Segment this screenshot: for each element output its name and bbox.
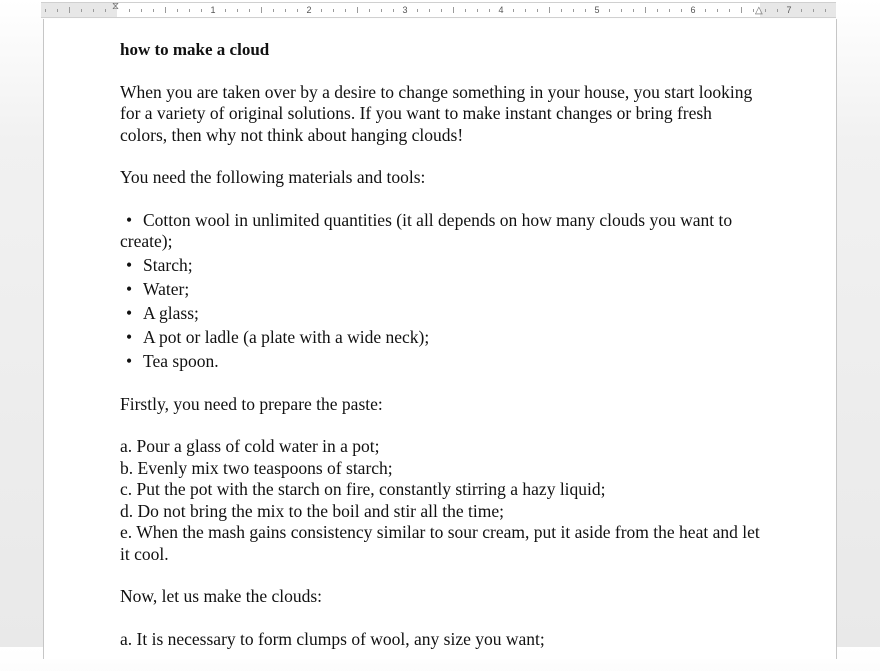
ruler-tick xyxy=(813,9,814,12)
ruler-number-3: 3 xyxy=(402,5,408,15)
ruler-tick xyxy=(93,9,94,12)
bullet-icon: • xyxy=(126,351,133,371)
ruler-tick xyxy=(453,7,454,13)
paste-step: a. Pour a glass of cold water in a pot; xyxy=(120,436,380,456)
intro-paragraph: When you are taken over by a desire to change something in your house, you start looking for a variety of original solutions. If you want to make instant changes or bring fresh colors, then why not think about hanging clouds! xyxy=(120,81,753,145)
ruler-tick xyxy=(141,9,142,12)
ruler-tick xyxy=(417,9,418,12)
ruler-tick xyxy=(609,9,610,12)
ruler-number-6: 6 xyxy=(690,5,696,15)
document-page[interactable] xyxy=(43,19,837,659)
ruler-tick xyxy=(321,9,322,12)
paste-step: c. Put the pot with the starch on fire, constantly stirring a hazy liquid; xyxy=(120,479,606,499)
ruler-tick xyxy=(633,9,634,12)
ruler-tick xyxy=(381,9,382,12)
list-item: • Tea spoon. xyxy=(126,351,219,371)
first-line-indent-marker-icon[interactable]: ⧖ xyxy=(112,1,120,12)
ruler-tick xyxy=(477,9,478,12)
ruler-tick xyxy=(729,9,730,12)
ruler-tick xyxy=(237,9,238,12)
bullet-icon: • xyxy=(126,303,133,323)
list-item: • Starch; xyxy=(126,255,193,275)
ruler-tick xyxy=(153,9,154,12)
ruler-tick xyxy=(465,9,466,12)
ruler-tick xyxy=(429,9,430,12)
ruler-number-4: 4 xyxy=(498,5,504,15)
ruler-tick xyxy=(525,9,526,12)
ruler-tick xyxy=(741,7,742,13)
ruler-tick xyxy=(657,9,658,12)
ruler-tick xyxy=(561,9,562,12)
ruler-tick xyxy=(753,9,754,12)
materials-heading: You need the following materials and tools: xyxy=(120,167,426,187)
ruler-tick xyxy=(333,9,334,12)
list-item: • A pot or ladle (a plate with a wide neck); xyxy=(126,327,430,347)
bullet-icon: • xyxy=(126,209,133,230)
ruler-tick xyxy=(201,9,202,12)
ruler-tick xyxy=(621,9,622,12)
ruler-tick xyxy=(549,7,550,13)
ruler-tick xyxy=(393,9,394,12)
ruler-tick xyxy=(345,9,346,12)
materials-list xyxy=(120,210,760,373)
ruler-tick xyxy=(225,9,226,12)
ruler-tick xyxy=(189,9,190,12)
ruler-tick xyxy=(705,9,706,12)
ruler-tick xyxy=(801,9,802,12)
ruler-number-1: 1 xyxy=(210,5,216,15)
ruler-tick xyxy=(777,9,778,12)
ruler-tick xyxy=(489,9,490,12)
ruler-tick xyxy=(537,9,538,12)
ruler-tick xyxy=(105,9,106,12)
ruler-tick xyxy=(249,9,250,12)
ruler-tick xyxy=(357,7,358,13)
ruler-tick xyxy=(297,9,298,12)
document-body[interactable] xyxy=(120,37,760,671)
horizontal-ruler[interactable] xyxy=(41,2,836,18)
ruler-tick xyxy=(765,9,766,12)
ruler-tick xyxy=(441,9,442,12)
ruler-tick xyxy=(273,9,274,12)
paste-steps xyxy=(120,436,760,565)
list-item: • Water; xyxy=(126,279,190,299)
ruler-tick xyxy=(681,9,682,12)
paste-heading: Firstly, you need to prepare the paste: xyxy=(120,393,383,414)
ruler-tick xyxy=(825,9,826,12)
bullet-icon: • xyxy=(126,279,133,299)
ruler-number-7: 7 xyxy=(786,5,792,15)
ruler-tick xyxy=(669,9,670,12)
ruler-tick xyxy=(129,9,130,12)
ruler-tick xyxy=(57,9,58,12)
ruler-tick xyxy=(573,9,574,12)
ruler-tick xyxy=(177,9,178,12)
paste-step: b. Evenly mix two teaspoons of starch; xyxy=(120,457,393,478)
ruler-tick xyxy=(69,7,70,13)
paste-step: e. When the mash gains consistency similar to sour cream, put it aside from the heat and let it cool. xyxy=(120,522,760,564)
ruler-tick xyxy=(513,9,514,12)
document-title: how to make a cloud xyxy=(120,40,270,59)
bullet-icon: • xyxy=(126,255,133,275)
ruler-tick xyxy=(45,9,46,12)
ruler-tick xyxy=(285,9,286,12)
ruler-tick xyxy=(81,9,82,12)
paste-step: d. Do not bring the mix to the boil and stir all the time; xyxy=(120,500,504,521)
cloud-step: a. It is necessary to form clumps of wool, any size you want; xyxy=(120,628,545,649)
ruler-number-2: 2 xyxy=(306,5,312,15)
bullet-icon: • xyxy=(126,327,133,347)
right-indent-marker-icon[interactable]: △ xyxy=(755,5,763,16)
ruler-tick xyxy=(165,7,166,13)
ruler-tick xyxy=(645,7,646,13)
ruler-number-5: 5 xyxy=(594,5,600,15)
ruler-tick xyxy=(261,7,262,13)
ruler-tick xyxy=(717,9,718,12)
ruler-tick xyxy=(585,9,586,12)
list-item: • A glass; xyxy=(126,303,199,323)
list-item: • Cotton wool in unlimited quantities (it all depends on how many clouds you want to create); xyxy=(120,209,733,251)
ruler-tick xyxy=(369,9,370,12)
clouds-heading: Now, let us make the clouds: xyxy=(120,586,323,606)
